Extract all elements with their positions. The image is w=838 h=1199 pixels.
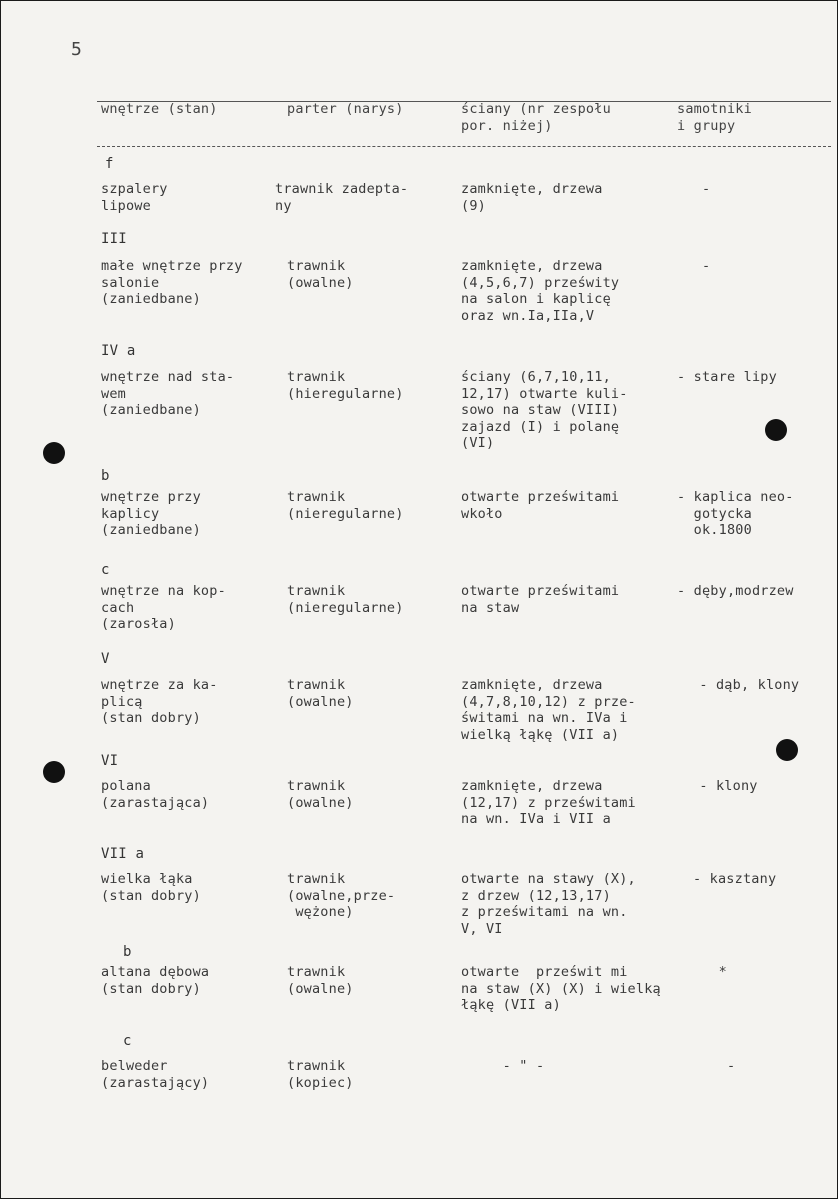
row-interior: altana dębowa (stan dobry) xyxy=(101,964,210,997)
row-interior: małe wnętrze przy salonie (zaniedbane) xyxy=(101,258,243,307)
row-parterre: trawnik (owalne,prze- wężone) xyxy=(287,871,396,920)
punch-hole xyxy=(776,739,798,761)
row-solitaires: - xyxy=(677,181,711,197)
row-interior: belweder (zarastający) xyxy=(101,1058,210,1091)
row-interior: wnętrze przy kaplicy (zaniedbane) xyxy=(101,489,201,538)
header-col-interior: wnętrze (stan) xyxy=(101,101,218,117)
row-parterre: trawnik (kopiec) xyxy=(287,1058,354,1091)
section-label: V xyxy=(101,651,110,667)
row-solitaires: - kaplica neo- gotycka ok.1800 xyxy=(677,489,794,538)
row-interior: wielka łąka (stan dobry) xyxy=(101,871,201,904)
row-walls: otwarte prześwit mi na staw (X) (X) i wielką łąkę (VII a) xyxy=(461,964,661,1013)
section-label: IV a xyxy=(101,343,136,359)
row-solitaires: - dąb, klony xyxy=(691,677,800,693)
header-col-solitaires: samotniki i grupy xyxy=(677,101,752,134)
row-solitaires: - dęby,modrzew xyxy=(677,583,794,599)
row-walls: otwarte prześwitami wkoło xyxy=(461,489,620,522)
page-number: 5 xyxy=(71,39,82,60)
section-label: VII a xyxy=(101,846,145,862)
row-solitaires: - xyxy=(677,1058,736,1074)
row-parterre: trawnik (owalne) xyxy=(287,258,354,291)
row-interior: wnętrze nad sta- wem (zaniedbane) xyxy=(101,369,235,418)
row-parterre: trawnik zadepta- ny xyxy=(275,181,409,214)
row-solitaires: - klony xyxy=(691,778,758,794)
section-label: c xyxy=(123,1033,132,1049)
row-parterre: trawnik (owalne) xyxy=(287,778,354,811)
row-parterre: trawnik (hieregularne) xyxy=(287,369,404,402)
row-walls: otwarte na stawy (X), z drzew (12,13,17) z prześwitami na wn. V, VI xyxy=(461,871,636,937)
row-interior: wnętrze za ka- plicą (stan dobry) xyxy=(101,677,218,726)
row-solitaires: - kasztany xyxy=(693,871,777,887)
header-col-walls: ściany (nr zespołu por. niżej) xyxy=(461,101,611,134)
row-solitaires: * xyxy=(677,964,727,980)
row-parterre: trawnik (owalne) xyxy=(287,677,354,710)
row-parterre: trawnik (owalne) xyxy=(287,964,354,997)
row-walls: otwarte prześwitami na staw xyxy=(461,583,620,616)
row-walls: zamknięte, drzewa (4,5,6,7) prześwity na salon i kaplicę oraz wn.Ia,IIa,V xyxy=(461,258,620,324)
punch-hole xyxy=(43,761,65,783)
row-parterre: trawnik (nieregularne) xyxy=(287,583,404,616)
section-label: f xyxy=(105,156,114,172)
section-label: b xyxy=(123,944,132,960)
section-label: c xyxy=(101,562,110,578)
row-walls: zamknięte, drzewa (9) xyxy=(461,181,603,214)
row-solitaires: - xyxy=(677,258,711,274)
row-walls: - " - xyxy=(461,1058,545,1074)
row-parterre: trawnik (nieregularne) xyxy=(287,489,404,522)
row-interior: polana (zarastająca) xyxy=(101,778,210,811)
section-label: III xyxy=(101,231,127,247)
header-bottom-rule xyxy=(97,146,831,147)
section-label: VI xyxy=(101,753,119,769)
header-col-parterre: parter (narys) xyxy=(287,101,404,117)
row-solitaires: - stare lipy xyxy=(677,369,777,385)
punch-hole xyxy=(765,419,787,441)
row-interior: wnętrze na kop- cach (zarosła) xyxy=(101,583,226,632)
row-walls: ściany (6,7,10,11, 12,17) otwarte kuli- sowo na staw (VIII) zajazd (I) i polanę (VI) xyxy=(461,369,628,451)
row-interior: szpalery lipowe xyxy=(101,181,168,214)
row-walls: zamknięte, drzewa (12,17) z prześwitami na wn. IVa i VII a xyxy=(461,778,636,827)
punch-hole xyxy=(43,442,65,464)
section-label: b xyxy=(101,468,110,484)
row-walls: zamknięte, drzewa (4,7,8,10,12) z prze- świtami na wn. IVa i wielką łąkę (VII a) xyxy=(461,677,636,743)
